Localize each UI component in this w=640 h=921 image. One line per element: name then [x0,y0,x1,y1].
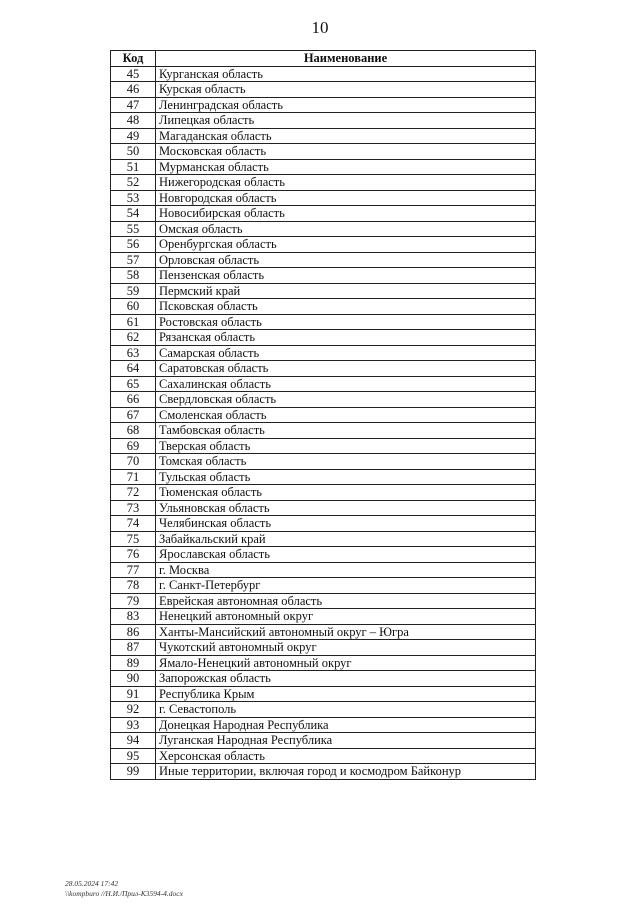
row-name: Тамбовская область [156,423,536,439]
row-name: Томская область [156,454,536,470]
row-name: Луганская Народная Республика [156,733,536,749]
row-code: 59 [111,283,156,299]
row-name: Омская область [156,221,536,237]
row-name: Ростовская область [156,314,536,330]
row-code: 99 [111,764,156,780]
table-row [111,252,536,268]
table-row [111,764,536,780]
row-code: 61 [111,314,156,330]
row-code: 70 [111,454,156,470]
row-code: 68 [111,423,156,439]
row-name: Еврейская автономная область [156,593,536,609]
row-code: 71 [111,469,156,485]
table-row [111,531,536,547]
row-code: 53 [111,190,156,206]
row-name: Тверская область [156,438,536,454]
table-row [111,733,536,749]
row-name: Ямало-Ненецкий автономный округ [156,655,536,671]
row-code: 54 [111,206,156,222]
table-row [111,438,536,454]
row-code: 73 [111,500,156,516]
table-row [111,516,536,532]
table-header-row [111,51,536,67]
row-code: 91 [111,686,156,702]
row-code: 47 [111,97,156,113]
row-name: Донецкая Народная Республика [156,717,536,733]
table-row [111,423,536,439]
row-code: 62 [111,330,156,346]
table-row [111,314,536,330]
table-row [111,206,536,222]
row-name: Ленинградская область [156,97,536,113]
row-name: Ненецкий автономный округ [156,609,536,625]
table-row [111,407,536,423]
table-row [111,361,536,377]
row-name: Нижегородская область [156,175,536,191]
row-code: 93 [111,717,156,733]
row-name: г. Севастополь [156,702,536,718]
table-row [111,578,536,594]
row-name: Московская область [156,144,536,160]
row-name: Забайкальский край [156,531,536,547]
row-name: Чукотский автономный округ [156,640,536,656]
table-row [111,283,536,299]
table-row [111,624,536,640]
row-name: г. Санкт-Петербург [156,578,536,594]
row-code: 67 [111,407,156,423]
row-name: Саратовская область [156,361,536,377]
table-row [111,330,536,346]
header-code: Код [111,51,156,67]
row-name: Мурманская область [156,159,536,175]
table-row [111,392,536,408]
row-code: 66 [111,392,156,408]
table-row [111,113,536,129]
table-row [111,686,536,702]
row-code: 69 [111,438,156,454]
row-name: Рязанская область [156,330,536,346]
table-row [111,562,536,578]
table-row [111,671,536,687]
row-name: Тюменская область [156,485,536,501]
row-code: 45 [111,66,156,82]
row-code: 94 [111,733,156,749]
row-code: 65 [111,376,156,392]
table-row [111,190,536,206]
row-name: Липецкая область [156,113,536,129]
table-row [111,640,536,656]
row-name: Республика Крым [156,686,536,702]
table-row [111,159,536,175]
row-name: Пензенская область [156,268,536,284]
header-name: Наименование [156,51,536,67]
document-footer [65,879,183,899]
table-row [111,454,536,470]
row-name: Запорожская область [156,671,536,687]
row-name: Челябинская область [156,516,536,532]
row-code: 72 [111,485,156,501]
region-codes-table [110,50,536,780]
row-name: Тульская область [156,469,536,485]
row-code: 58 [111,268,156,284]
row-name: Иные территории, включая город и космодром Байконур [156,764,536,780]
footer-timestamp: 28.05.2024 17:42 [65,879,119,888]
table-body [111,66,536,779]
row-code: 87 [111,640,156,656]
row-name: Сахалинская область [156,376,536,392]
row-code: 63 [111,345,156,361]
row-name: Свердловская область [156,392,536,408]
row-name: Ханты-Мансийский автономный округ – Югра [156,624,536,640]
table-row [111,748,536,764]
table-row [111,268,536,284]
table-row [111,97,536,113]
table-row [111,609,536,625]
row-code: 74 [111,516,156,532]
row-code: 92 [111,702,156,718]
row-code: 56 [111,237,156,253]
row-code: 77 [111,562,156,578]
table-row [111,593,536,609]
row-code: 89 [111,655,156,671]
row-name: Ярославская область [156,547,536,563]
row-code: 49 [111,128,156,144]
row-code: 90 [111,671,156,687]
row-name: Херсонская область [156,748,536,764]
row-name: Оренбургская область [156,237,536,253]
row-code: 55 [111,221,156,237]
row-name: Ульяновская область [156,500,536,516]
table-row [111,469,536,485]
row-name: Магаданская область [156,128,536,144]
table-row [111,66,536,82]
table-row [111,221,536,237]
table-row [111,376,536,392]
row-name: Самарская область [156,345,536,361]
table-row [111,175,536,191]
row-code: 46 [111,82,156,98]
row-name: Курская область [156,82,536,98]
row-code: 50 [111,144,156,160]
page-number: 10 [311,18,329,37]
row-code: 78 [111,578,156,594]
row-code: 86 [111,624,156,640]
row-code: 75 [111,531,156,547]
row-name: Пермский край [156,283,536,299]
footer-file-path: \\kompburo //Н.И./Прил-К3594-4.docx [65,889,183,898]
table-row [111,237,536,253]
table-row [111,485,536,501]
table-row [111,82,536,98]
row-code: 83 [111,609,156,625]
table-row [111,299,536,315]
table-row [111,547,536,563]
row-name: Курганская область [156,66,536,82]
row-name: Новосибирская область [156,206,536,222]
row-code: 60 [111,299,156,315]
row-name: Смоленская область [156,407,536,423]
row-code: 79 [111,593,156,609]
row-code: 52 [111,175,156,191]
row-code: 51 [111,159,156,175]
row-name: Новгородская область [156,190,536,206]
table-row [111,655,536,671]
row-code: 76 [111,547,156,563]
table-row [111,500,536,516]
table-row [111,144,536,160]
row-name: г. Москва [156,562,536,578]
table-row [111,128,536,144]
table-row [111,717,536,733]
row-code: 57 [111,252,156,268]
row-name: Псковская область [156,299,536,315]
table-row [111,345,536,361]
row-code: 95 [111,748,156,764]
row-name: Орловская область [156,252,536,268]
row-code: 48 [111,113,156,129]
row-code: 64 [111,361,156,377]
table-row [111,702,536,718]
